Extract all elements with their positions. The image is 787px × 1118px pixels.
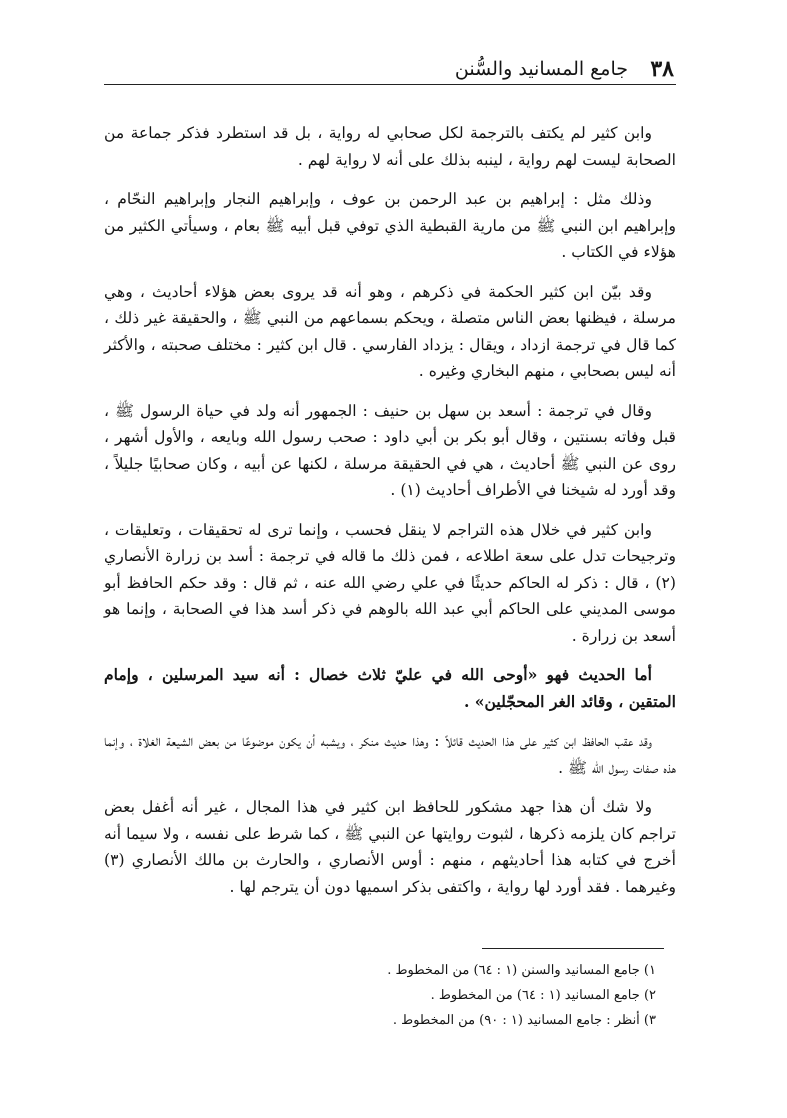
- paragraph: وقال في ترجمة : أسعد بن سهل بن حنيف : الجمهور أنه ولد في حياة الرسول ﷺ ، قبل وفاته بسنتين ، وقال أبو بكر بن أبي داود : صحب رسول الله وبايعه ، والأول أشهر ، روى عن النبي ﷺ أحاديث ، هي في الحقيقة مرسلة ، لكنها عن أبيه ، وكان صحابيًا جليلاً ، وقد أورد له شيخنا في الأطراف أحاديث (١) .: [104, 401, 676, 499]
- paragraph: وابن كثير في خلال هذه التراجم لا ينقل فحسب ، وإنما ترى له تحقيقات ، وتعليقات ، وترجيحات تدل على سعة اطلاعه ، فمن ذلك ما قاله في ترجمة : أسد بن زرارة الأنصاري (٢) ، قال : ذكر له الحاكم حديثًا في علي رضي الله عنه ، ثم قال : وقد حكم الحافظ أبو موسى المديني على الحاكم أبي عبد الله بالوهم في ذكر أسد هذا في الصحابة ، وإنما هو أسعد بن زرارة .: [104, 520, 676, 645]
- paragraph: وقد بيّن ابن كثير الحكمة في ذكرهم ، وهو أنه قد يروى بعض هؤلاء أحاديث ، وهي مرسلة ، فيظنها بعض الناس متصلة ، ويحكم بسماعهم من النبي ﷺ ، والحقيقة غير ذلك ، كما قال في ترجمة ازداد ، ويقال : يزداد الفارسي . قال ابن كثير : مختلف صحبته ، والأكثر أنه ليس بصحابي ، منهم البخاري وغيره .: [104, 282, 676, 380]
- footnotes: [104, 958, 676, 1033]
- hadith-quote: أما الحديث فهو «أوحى الله في عليّ ثلاث خصال :: [294, 665, 652, 684]
- page-header: [104, 50, 676, 85]
- footnote-divider: [482, 948, 664, 949]
- paragraph: وابن كثير لم يكتف بالترجمة لكل صحابي له رواية ، بل قد استطرد فذكر جماعة من الصحابة ليست لهم رواية ، لينبه بذلك على أنه لا رواية لهم .: [104, 124, 676, 169]
- main-text: [104, 120, 676, 900]
- footnote: ٣) أنظر : جامع المسانيد (١ : ٩٠) من المخطوط .: [392, 1013, 656, 1028]
- hadith-paragraph: أما الحديث فهو «أوحى الله في عليّ ثلاث خصال : أنه سيد المرسلين ، وإمام المتقين ، وقائد الغر المحجّلين» .: [104, 665, 676, 711]
- paragraph: ولا شك أن هذا جهد مشكور للحافظ ابن كثير في هذا المجال ، غير أنه أغفل بعض تراجم كان يلزمه ذكرها ، لثبوت روايتها عن النبي ﷺ ، كما شرط على نفسه ، ولا سيما أنه أخرج في كتابه هذا أحاديثهم ، منهم : أوس الأنصاري ، والحارث بن مالك الأنصاري (٣) وغيرهما . فقد أورد لها رواية ، واكتفى بذكر اسميها دون أن يترجم لها .: [104, 798, 676, 896]
- paragraph: وذلك مثل : إبراهيم بن عبد الرحمن بن عوف ، وإبراهيم النجار وإبراهيم النحّام ، وإبراهيم ابن النبي ﷺ من مارية القبطية الذي توفي قبل أبيه ﷺ بعام ، وسيأتي الكثير من هؤلاء في الكتاب .: [104, 190, 676, 261]
- running-title: جامع المسانيد والسُّنن: [454, 58, 628, 80]
- page-number: ٣٨: [650, 56, 674, 82]
- paragraph: وقد عقب الحافظ ابن كثير على هذا الحديث قائلاً : وهذا حديث منكر ، ويشبه أن يكون موضوعًا من بعض الشيعة الغلاة ، وإنما هذه صفات رسول الله ﷺ .: [104, 732, 676, 777]
- footnote: ١) جامع المسانيد والسنن (١ : ٦٤) من المخطوط .: [387, 963, 656, 978]
- footnote: ٢) جامع المسانيد (١ : ٦٤) من المخطوط .: [430, 988, 656, 1003]
